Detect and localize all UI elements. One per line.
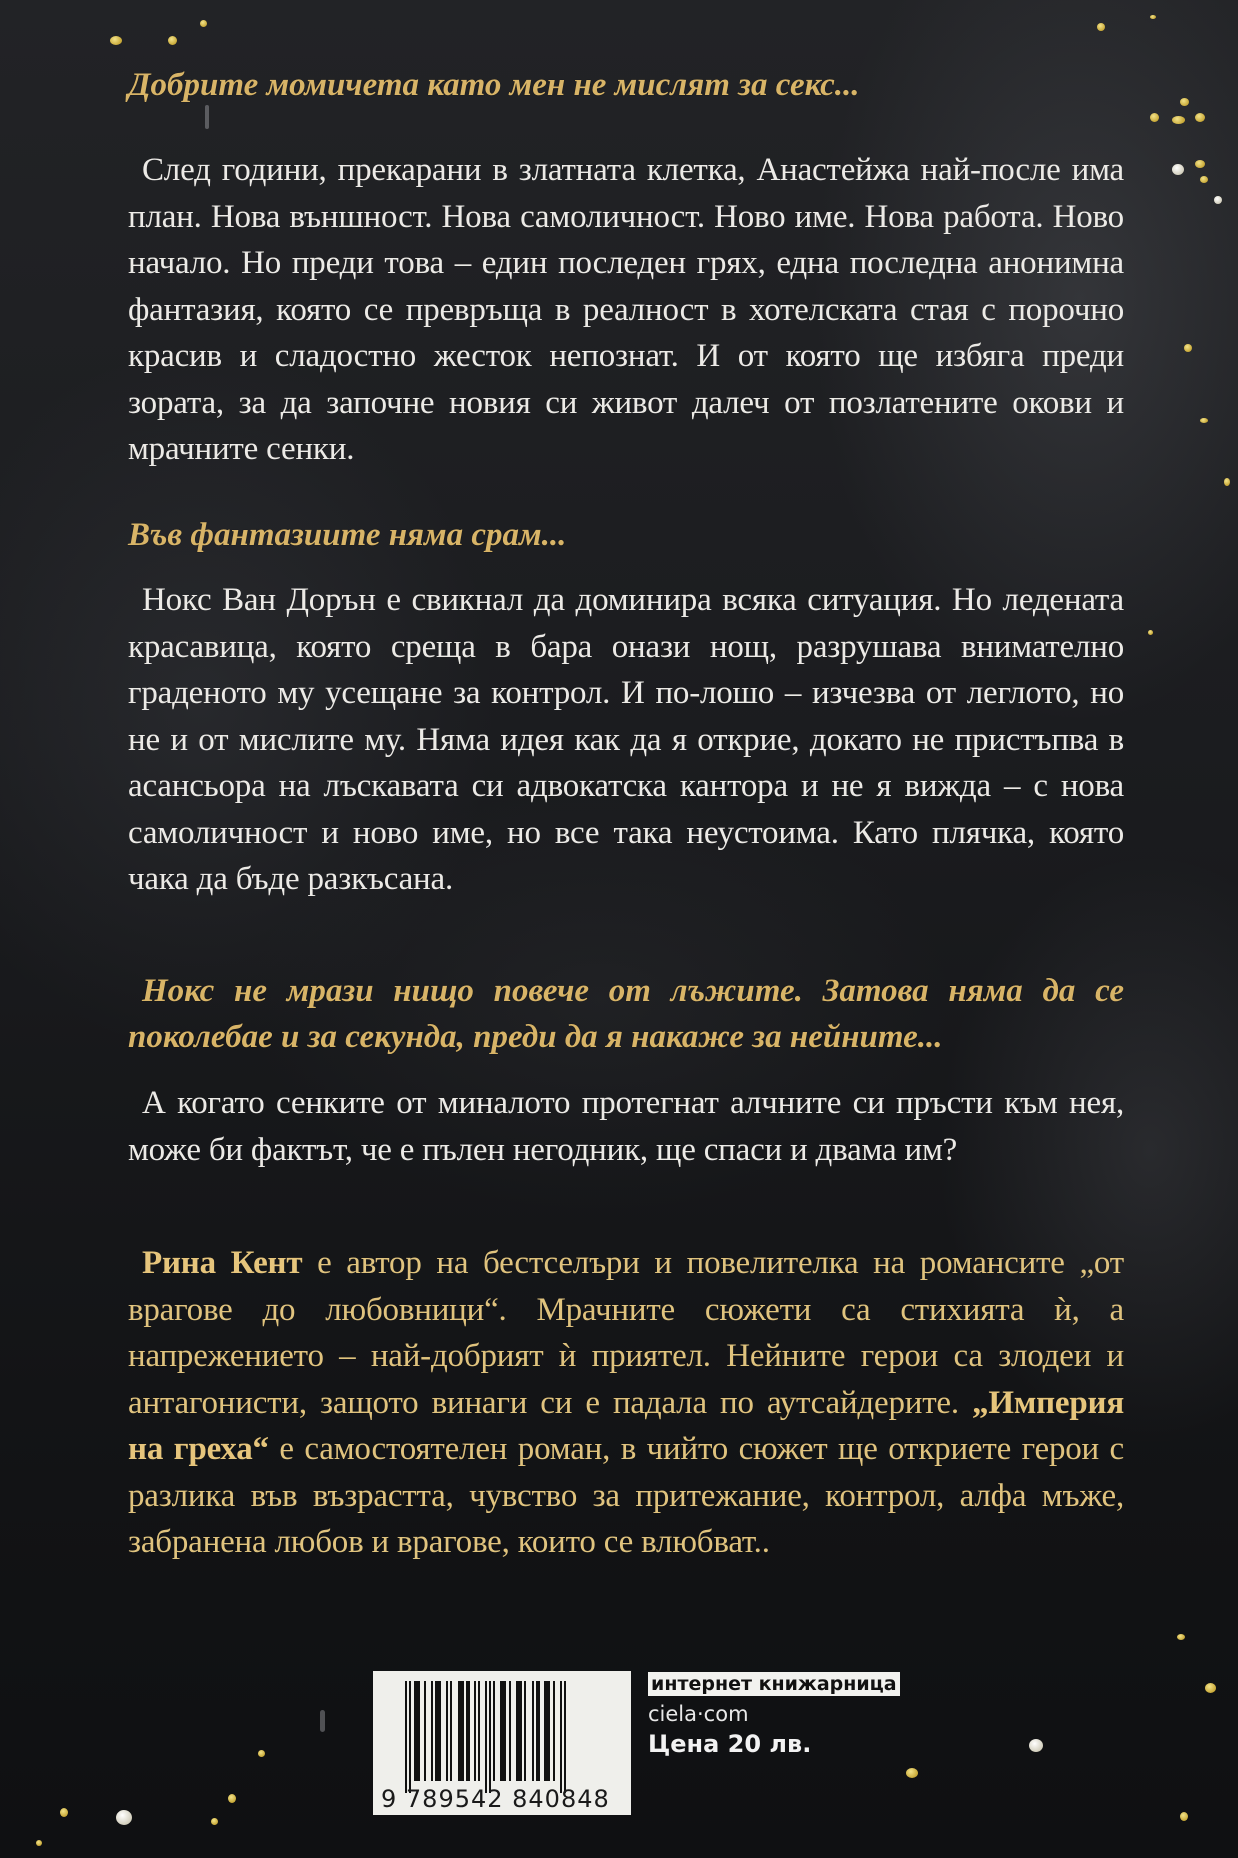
author-bio-paragraph [128,1240,1124,1566]
gold-speck-decoration [1205,1683,1216,1693]
white-speck-decoration [116,1810,132,1825]
author-bio-text: е автор на бестселъри и повелителка на романсите „от врагове до любовници“. Мрачните сюжети са стихията ѝ, а напрежението – най-добрият ѝ приятел. Нейните герои са злодеи и антагонисти, защото винаги си е падала по аутсайдерите. [128,1245,1124,1421]
book-title: „Империя на греха“ [128,1384,1124,1467]
gold-speck-decoration [168,36,177,45]
section-paragraph: След години, прекарани в златната клетка, Анастейжа най-после има план. Нова външност. Нова самоличност. Ново име. Нова работа. Ново начало. Но преди това – един последен грях, една последна анонимна фантазия, която се превръща в реалност в хотелската стая с порочно красив и сладостно жесток непознат. И от която ще избяга преди зората, за да започне новия си живот далеч от позлатените окови и мрачните сенки. [128,152,1124,467]
publisher-store-info [648,1672,900,1758]
gold-speck-decoration [228,1794,236,1803]
gold-speck-decoration [36,1840,42,1846]
gold-speck-decoration [1224,478,1230,486]
gold-speck-decoration [1200,418,1208,423]
gold-speck-decoration [1184,344,1192,352]
white-speck-decoration [1214,196,1222,204]
blurb-section-1 [128,62,1124,108]
blurb-section-2 [128,512,1124,558]
price-label: Цена 20 лв. [648,1730,812,1758]
gold-speck-decoration [906,1768,918,1778]
blurb-section-2-body [128,577,1124,903]
gold-speck-decoration [1180,1812,1188,1821]
isbn-barcode [373,1671,631,1815]
white-speck-decoration [1029,1739,1043,1752]
gold-speck-decoration [1195,160,1205,168]
blurb-section-1-body [128,147,1124,473]
gold-speck-decoration [200,20,207,27]
gold-speck-decoration [1180,98,1189,106]
gold-speck-decoration [1200,176,1208,183]
barcode-bars [405,1681,615,1781]
gold-speck-decoration [1172,116,1185,124]
dust-speck-decoration [205,105,209,129]
gold-speck-decoration [60,1808,68,1817]
section-heading: Във фантазиите няма срам... [128,517,567,553]
author-name: Рина Кент [142,1245,303,1281]
store-tag: интернет книжарница [648,1672,900,1696]
author-bio [128,1240,1124,1566]
gold-speck-decoration [1150,113,1159,122]
gold-speck-decoration [1195,113,1205,122]
gold-speck-decoration [1177,1634,1185,1640]
section-paragraph: Нокс Ван Дорън е свикнал да доминира всяка ситуация. Но ледената красавица, която среща в бара онази нощ, разрушава внимателно граденото му усещане за контрол. И по-лошо – изчезва от леглото, но не и от мислите му. Няма идея как да я открие, докато не пристъпва в асансьора на лъскавата си адвокатска кантора и не я вижда – с нова самоличност и ново име, но все така неустоима. Като плячка, която чака да бъде разкъсана. [128,582,1124,897]
white-speck-decoration [1172,164,1184,175]
blurb-section-3 [128,968,1124,1060]
gold-speck-decoration [1150,15,1156,19]
gold-speck-decoration [211,1818,218,1825]
barcode-digits: 9 789542 840848 [381,1785,610,1813]
blurb-section-3-body [128,1080,1124,1173]
section-heading: Добрите момичета като мен не мислят за секс... [128,67,860,103]
gold-speck-decoration [1148,630,1153,635]
section-heading: Нокс не мрази нищо повече от лъжите. Затова няма да се поколебае и за секунда, преди да я накаже за нейните... [128,973,1124,1055]
author-bio-text: е самостоятелен роман, в чийто сюжет ще откриете герои с разлика във възрастта, чувство за притежание, контрол, алфа мъже, забранена любов и врагове, които се влюбват.. [128,1431,1124,1560]
gold-speck-decoration [1097,23,1105,31]
store-url: ciela·com [648,1702,749,1726]
section-paragraph: А когато сенките от миналото протегнат алчните си пръсти към нея, може би фактът, че е пълен негодник, ще спаси и двама им? [128,1085,1124,1168]
gold-speck-decoration [110,36,122,45]
gold-speck-decoration [258,1750,265,1757]
dust-speck-decoration [320,1710,325,1732]
